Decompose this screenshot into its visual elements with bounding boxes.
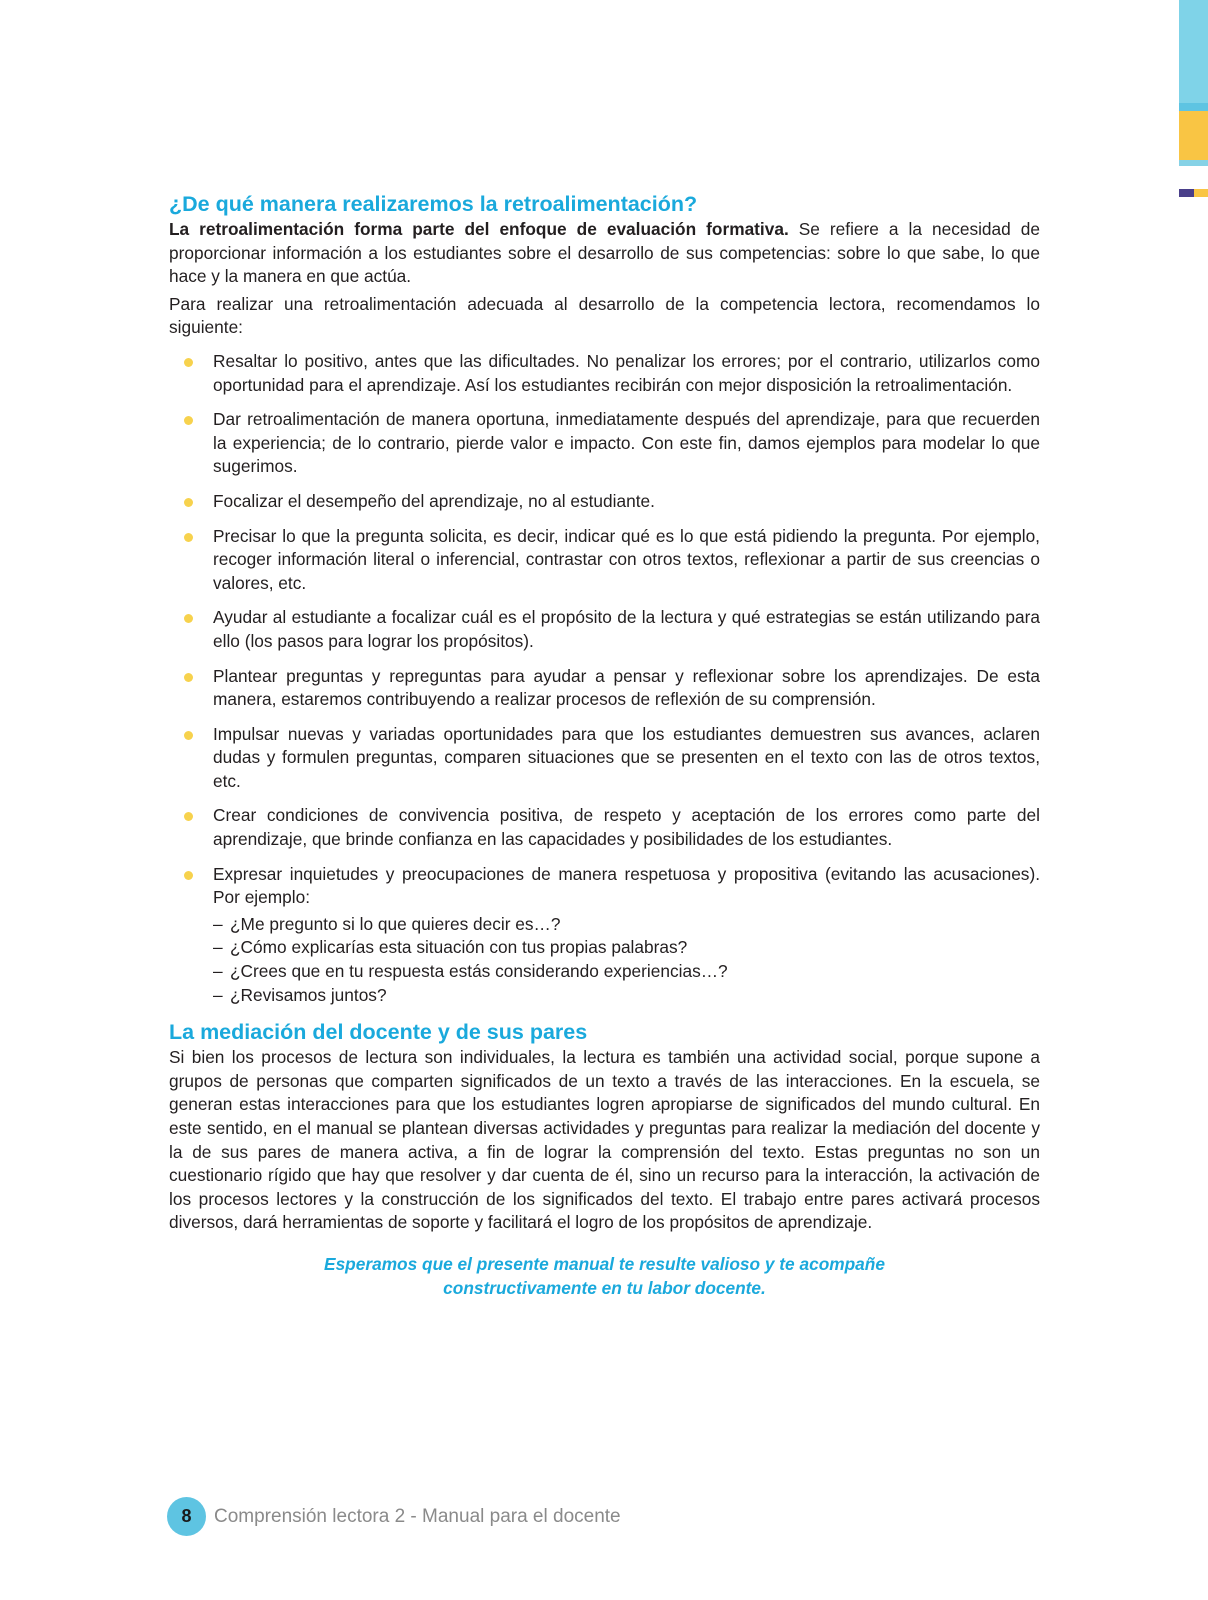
intro-bold: La retroalimentación forma parte del enfoque de evaluación formativa. [169,219,789,239]
side-bar-purple-mark [1179,189,1194,197]
example-text: ¿Crees que en tu respuesta estás considerando experiencias…? [230,961,728,982]
intro-rest: Se refiere a la necesidad de proporcionar información a los estudiantes sobre el desarrollo de sus competencias: sobre lo que sabe, lo que hace y la manera en que actúa. [169,219,1040,287]
intro-paragraph [169,218,1040,289]
bullet-dot-icon [184,614,193,623]
list-item-text: Crear condiciones de convivencia positiva, de respeto y aceptación de los errores como parte del aprendizaje, que brinde confianza en las capacidades y posibilidades de los estudiantes. [213,805,1040,850]
list-item [169,723,1040,794]
side-bar-blue-light [1179,160,1208,166]
lead-paragraph: Para realizar una retroalimentación adecuada al desarrollo de la competencia lectora, recomendamos lo siguiente: [169,293,1040,338]
dash-marker: – [213,937,223,958]
example-question [213,913,1040,937]
page-footer [167,1497,621,1536]
list-item [169,606,1040,653]
closing-line-1: Esperamos que el presente manual te resulte valioso y te acompañe [324,1253,885,1274]
mediation-paragraph: Si bien los procesos de lectura son individuales, la lectura es también una actividad social, porque supone a grupos de personas que comparten significados de un texto a través de las interacciones. En la escuela, se generan estas interacciones para que los estudiantes logren apropiarse de significados del mundo cultural. En este sentido, en el manual se plantean diversas actividades y preguntas para realizar la mediación del docente y la de sus pares de manera activa, a fin de lograr la comprensión del texto. Estas preguntas no son un cuestionario rígido que hay que resolver y dar cuenta de él, sino un recurso para la interacción, la activación de los procesos lectores y la construcción de los significados del texto. El trabajo entre pares activará procesos diversos, dará herramientas de soporte y facilitará el logro de los propósitos de aprendizaje. [169,1047,1040,1233]
recommendation-list [169,350,1040,1007]
closing-message [169,1253,1040,1300]
list-item [169,525,1040,596]
bullet-dot-icon [184,358,193,367]
list-item-text: Precisar lo que la pregunta solicita, es decir, indicar qué es lo que está pidiendo la pregunta. Por ejemplo, recoger información literal o inferencial, contrastar con otros textos, reflexionar a partir de sus creencias o valores, etc. [213,525,1040,593]
side-bar-yellow-mark [1194,189,1208,197]
list-item-text: Dar retroalimentación de manera oportuna, inmediatamente después del aprendizaje, para que recuerden la experiencia; de lo contrario, pierde valor e impacto. Con este fin, damos ejemplos para modelar lo que sugerimos. [213,409,1040,477]
list-item [169,804,1040,851]
side-bar-blue [1179,0,1208,103]
section-heading-feedback: ¿De qué manera realizaremos la retroalimentación? [169,192,698,216]
dash-marker: – [213,984,223,1005]
closing-line-2: constructivamente en tu labor docente. [443,1277,766,1298]
example-questions [213,913,1040,1007]
section-heading-mediation: La mediación del docente y de sus pares [169,1020,588,1045]
dash-marker: – [213,961,223,982]
example-question [213,960,1040,984]
side-bar-yellow [1179,111,1208,160]
page-number-badge: 8 [167,1497,206,1536]
list-item-text: Focalizar el desempeño del aprendizaje, no al estudiante. [213,490,655,511]
list-item-text: Resaltar lo positivo, antes que las dificultades. No penalizar los errores; por el contrario, utilizarlos como oportunidad para el aprendizaje. Así los estudiantes recibirán con mejor disposición la retroalimentación. [213,350,1040,395]
list-item-text: Expresar inquietudes y preocupaciones de manera respetuosa y propositiva (evitando las acusaciones). Por ejemplo: [213,863,1040,908]
list-item [169,490,1040,514]
example-question [213,984,1040,1008]
example-text: ¿Cómo explicarías esta situación con tus propias palabras? [230,937,688,958]
list-item [169,350,1040,397]
bullet-dot-icon [184,533,193,542]
list-item [169,665,1040,712]
list-item-text: Plantear preguntas y repreguntas para ayudar a pensar y reflexionar sobre los aprendizajes. De esta manera, estaremos contribuyendo a realizar procesos de reflexión de su comprensión. [213,665,1040,710]
list-item-text: Impulsar nuevas y variadas oportunidades para que los estudiantes demuestren sus avances, aclaren dudas y formulen preguntas, comparen situaciones que se presenten en el texto con las de otros textos, etc. [213,723,1040,791]
list-item-text: Ayudar al estudiante a focalizar cuál es el propósito de la lectura y qué estrategias se están utilizando para ello (los pasos para lograr los propósitos). [213,607,1040,651]
bullet-dot-icon [184,871,193,880]
page-content [169,190,1040,1300]
bullet-dot-icon [184,416,193,425]
dash-marker: – [213,913,223,934]
example-question [213,936,1040,960]
bullet-dot-icon [184,731,193,740]
example-text: ¿Revisamos juntos? [230,984,387,1005]
footer-title: Comprensión lectora 2 - Manual para el docente [214,1505,621,1527]
bullet-dot-icon [184,498,193,507]
side-bar-blue-dark [1179,103,1208,111]
list-item [169,408,1040,479]
list-item [169,863,1040,1008]
bullet-dot-icon [184,812,193,821]
bullet-dot-icon [184,673,193,682]
example-text: ¿Me pregunto si lo que quieres decir es…? [230,913,561,934]
